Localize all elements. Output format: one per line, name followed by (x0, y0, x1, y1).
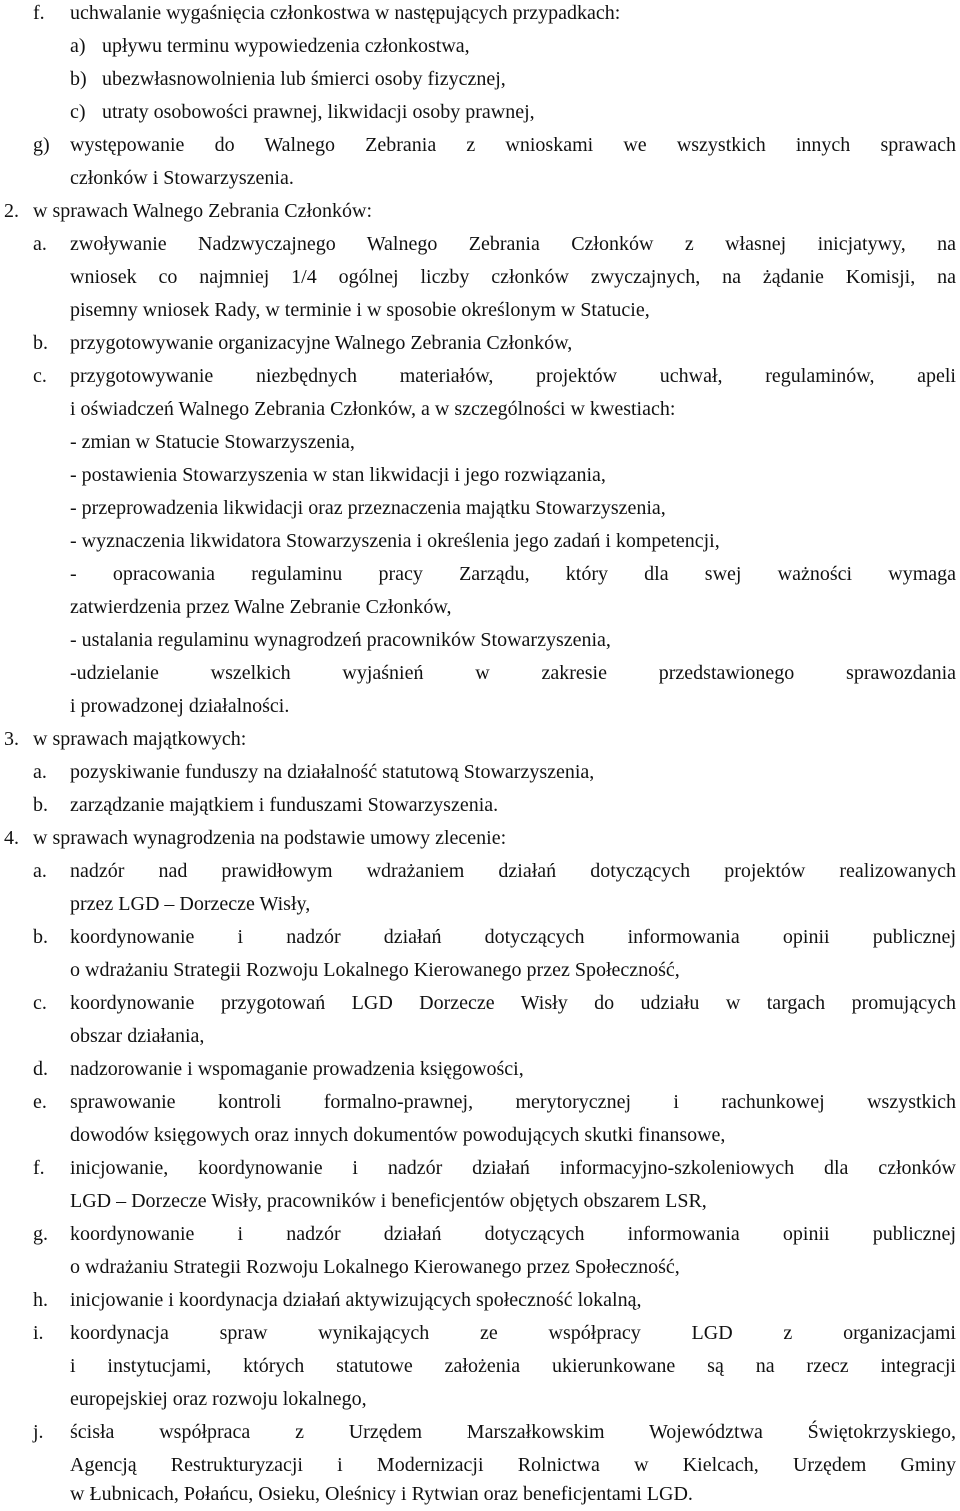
dash-item (0, 492, 960, 525)
item-text: przygotowywanie niezbędnych materiałów, projektów uchwał, regulaminów, apeli (70, 365, 956, 387)
item-text: - opracowania regulaminu pracy Zarządu, który dla swej ważności wymaga (70, 563, 956, 585)
item-text: dowodów księgowych oraz innych dokumentów powodujących skutki finansowe, (70, 1124, 726, 1146)
dash-item-cont (0, 690, 960, 723)
item-2a-cont (0, 294, 960, 327)
section-3-heading (0, 723, 960, 756)
section-heading: w sprawach Walnego Zebrania Członków: (33, 200, 373, 222)
item-4h (0, 1284, 960, 1317)
item-text: -udzielanie wszelkich wyjaśnień w zakresie przedstawionego sprawozdania (70, 662, 956, 684)
item-marker: a) (70, 35, 86, 57)
subitem-1f-a (0, 30, 960, 63)
item-text: - przeprowadzenia likwidacji oraz przeznaczenia majątku Stowarzyszenia, (70, 497, 666, 519)
item-2c-cont (0, 393, 960, 426)
item-marker: b) (70, 68, 87, 90)
item-marker: a. (33, 233, 47, 255)
item-text: uchwalanie wygaśnięcia członkostwa w następujących przypadkach: (70, 2, 621, 24)
dash-item (0, 426, 960, 459)
item-4j (0, 1416, 960, 1449)
item-marker: a. (33, 761, 47, 783)
item-text: przez LGD – Dorzecze Wisły, (70, 893, 311, 915)
item-4i-cont (0, 1383, 960, 1416)
item-marker: a. (33, 860, 47, 882)
item-marker: c. (33, 365, 47, 387)
section-number: 4. (4, 827, 19, 849)
item-text: pozyskiwanie funduszy na działalność statutową Stowarzyszenia, (70, 761, 595, 783)
item-text: LGD – Dorzecze Wisły, pracowników i beneficjentów objętych obszarem LSR, (70, 1190, 707, 1212)
item-4i-cont (0, 1350, 960, 1383)
item-text: koordynowanie i nadzór działań dotyczących informowania opinii publicznej (70, 1223, 956, 1245)
item-text: ścisła współpraca z Urzędem Marszałkowskim Województwa Świętokrzyskiego, (70, 1421, 956, 1443)
section-heading: w sprawach majątkowych: (33, 728, 247, 750)
dash-item (0, 657, 960, 690)
item-4a (0, 855, 960, 888)
dash-item (0, 558, 960, 591)
item-4c (0, 987, 960, 1020)
item-4d (0, 1053, 960, 1086)
item-marker: i. (33, 1322, 44, 1344)
item-4j-cont (0, 1478, 960, 1511)
item-marker: j. (33, 1421, 44, 1443)
item-marker: b. (33, 926, 48, 948)
item-text: przygotowywanie organizacyjne Walnego Zebrania Członków, (70, 332, 573, 354)
item-text: i prowadzonej działalności. (70, 695, 290, 717)
item-text: zarządzanie majątkiem i funduszami Stowarzyszenia. (70, 794, 499, 816)
item-marker: e. (33, 1091, 47, 1113)
item-4f-cont (0, 1185, 960, 1218)
item-3b (0, 789, 960, 822)
item-marker: h. (33, 1289, 48, 1311)
item-marker: f. (33, 2, 45, 24)
item-text: zwoływanie Nadzwyczajnego Walnego Zebrania Członków z własnej inicjatywy, na (70, 233, 956, 255)
item-text: w Łubnicach, Połańcu, Osieku, Oleśnicy i Rytwian oraz beneficjentami LGD. (70, 1483, 693, 1505)
item-text: o wdrażaniu Strategii Rozwoju Lokalnego Kierowanego przez Społeczność, (70, 959, 680, 981)
item-4f (0, 1152, 960, 1185)
subitem-1f-c (0, 96, 960, 129)
item-text: - wyznaczenia likwidatora Stowarzyszenia i określenia jego zadań i kompetencji, (70, 530, 720, 552)
item-text: koordynowanie przygotowań LGD Dorzecze Wisły do udziału w targach promujących (70, 992, 956, 1014)
dash-item (0, 459, 960, 492)
item-marker: b. (33, 794, 48, 816)
section-4-heading (0, 822, 960, 855)
item-text: ubezwłasnowolnienia lub śmierci osoby fizycznej, (102, 68, 506, 90)
item-marker: f. (33, 1157, 45, 1179)
section-2-heading (0, 195, 960, 228)
item-text: pisemny wniosek Rady, w terminie i w sposobie określonym w Statucie, (70, 299, 650, 321)
item-marker: d. (33, 1058, 48, 1080)
item-text: nadzór nad prawidłowym wdrażaniem działań dotyczących projektów realizowanych (70, 860, 956, 882)
item-marker: c. (33, 992, 47, 1014)
item-text: sprawowanie kontroli formalno-prawnej, merytorycznej i rachunkowej wszystkich (70, 1091, 956, 1113)
item-4g-cont (0, 1251, 960, 1284)
item-4g (0, 1218, 960, 1251)
item-text: członków i Stowarzyszenia. (70, 167, 294, 189)
item-4a-cont (0, 888, 960, 921)
item-text: zatwierdzenia przez Walne Zebranie Członków, (70, 596, 452, 618)
item-4c-cont (0, 1020, 960, 1053)
item-text: utraty osobowości prawnej, likwidacji osoby prawnej, (102, 101, 535, 123)
item-1g (0, 129, 960, 162)
item-text: - zmian w Statucie Stowarzyszenia, (70, 431, 355, 453)
section-number: 3. (4, 728, 19, 750)
item-3a (0, 756, 960, 789)
item-4i (0, 1317, 960, 1350)
item-text: europejskiej oraz rozwoju lokalnego, (70, 1388, 367, 1410)
item-marker: c) (70, 101, 86, 123)
item-text: upływu terminu wypowiedzenia członkostwa, (102, 35, 470, 57)
item-text: Agencją Restrukturyzacji i Modernizacji Rolnictwa w Kielcach, Urzędem Gminy (70, 1454, 956, 1476)
item-text: - postawienia Stowarzyszenia w stan likwidacji i jego rozwiązania, (70, 464, 606, 486)
item-marker: b. (33, 332, 48, 354)
item-4b (0, 921, 960, 954)
section-number: 2. (4, 200, 19, 222)
item-4e-cont (0, 1119, 960, 1152)
item-2a (0, 228, 960, 261)
item-2c (0, 360, 960, 393)
dash-item (0, 525, 960, 558)
item-1f (0, 0, 960, 30)
dash-item (0, 624, 960, 657)
item-text: inicjowanie i koordynacja działań aktywizujących społeczność lokalną, (70, 1289, 642, 1311)
item-text: wniosek co najmniej 1/4 ogólnej liczby członków zwyczajnych, na żądanie Komisji, na (70, 266, 956, 288)
item-text: - ustalania regulaminu wynagrodzeń pracowników Stowarzyszenia, (70, 629, 611, 651)
item-text: występowanie do Walnego Zebrania z wnioskami we wszystkich innych sprawach (70, 134, 956, 156)
item-text: i oświadczeń Walnego Zebrania Członków, a w szczególności w kwestiach: (70, 398, 676, 420)
item-marker: g. (33, 1223, 48, 1245)
item-1g-cont (0, 162, 960, 195)
item-text: i instytucjami, których statutowe założenia ukierunkowane są na rzecz integracji (70, 1355, 956, 1377)
item-text: koordynowanie i nadzór działań dotyczących informowania opinii publicznej (70, 926, 956, 948)
subitem-1f-b (0, 63, 960, 96)
item-2a-cont (0, 261, 960, 294)
item-4b-cont (0, 954, 960, 987)
dash-item-cont (0, 591, 960, 624)
section-heading: w sprawach wynagrodzenia na podstawie umowy zlecenie: (33, 827, 507, 849)
item-text: koordynacja spraw wynikających ze współpracy LGD z organizacjami (70, 1322, 956, 1344)
item-4e (0, 1086, 960, 1119)
item-2b (0, 327, 960, 360)
item-marker: g) (33, 134, 50, 156)
item-text: nadzorowanie i wspomaganie prowadzenia księgowości, (70, 1058, 524, 1080)
item-text: obszar działania, (70, 1025, 205, 1047)
item-text: inicjowanie, koordynowanie i nadzór działań informacyjno-szkoleniowych dla członków (70, 1157, 956, 1179)
item-text: o wdrażaniu Strategii Rozwoju Lokalnego Kierowanego przez Społeczność, (70, 1256, 680, 1278)
